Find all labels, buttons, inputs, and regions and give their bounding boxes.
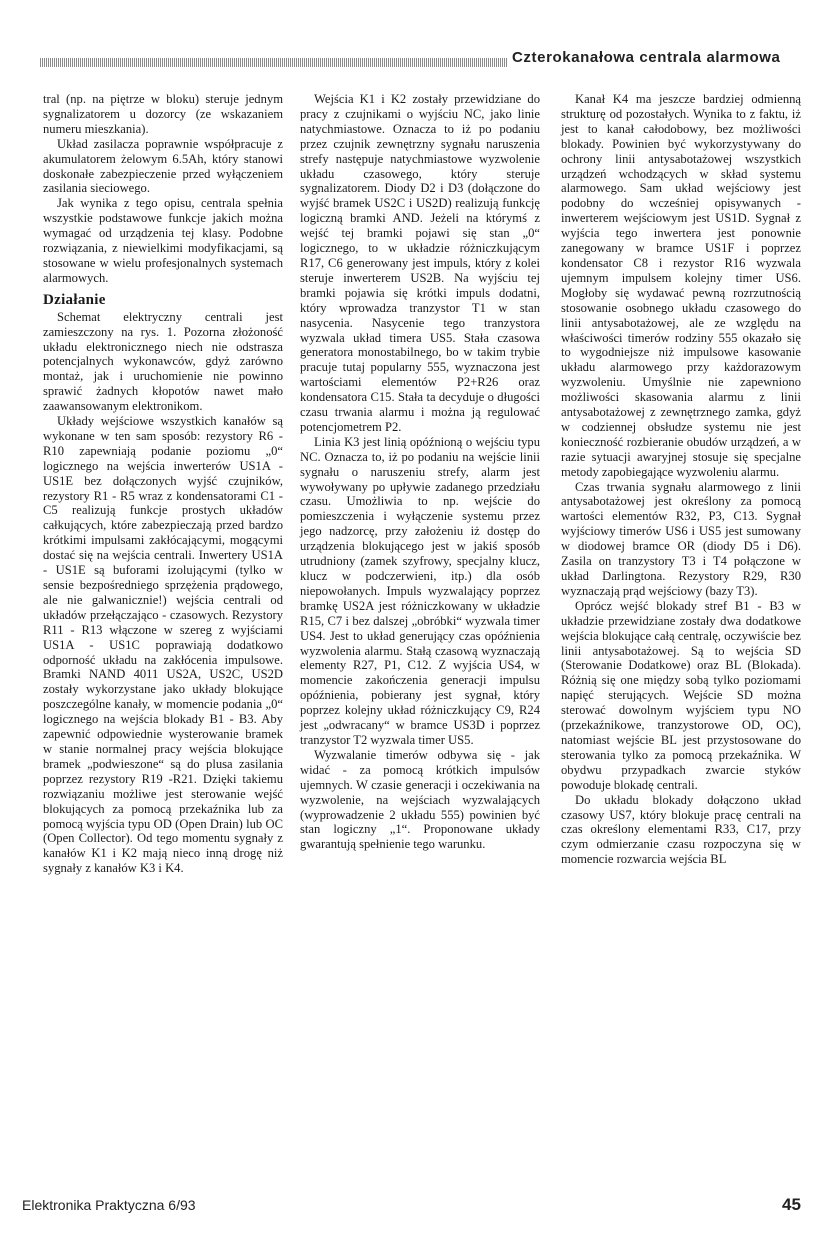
section-heading: Działanie xyxy=(43,291,106,308)
paragraph: Linia K3 jest linią opóźnioną o wejściu typu NC. Oznacza to, iż po podaniu na wejście linii sygnału o naruszeniu strefy, alarm jest wywoływany po upływie zadanego przedziału czasu. Umożliwia to np. wejście do pomieszczenia i wyłączenie systemu przez jego nadzorcę, przy założeniu iż dostęp do urządzenia blokującego jest w jakiś sposób utrudniony (zamek szyfrowy, specjalny klucz, klucz w podczerwieni, itp.) dla osób niepowołanych. Impuls wyzwalający poprzez bramkę US2A jest różniczkowany w układzie R15, C7 i bez dalszej „obróbki“ wyzwala timer US4. Jest to układ generujący czas opóźnienia wyzwolenia alarmu. Stałą czasową wyznaczają elementy R27, P1, C12. Z wyjścia US4, w momencie zakończenia generacji impulsu opóźnienia, pobierany jest sygnał, który poprzez kolejny układ różniczkujący C9, R24 jest „odwracany“ w bramce US3D i poprzez tranzystor T2 wyzwala timer US5. xyxy=(300,434,540,747)
paragraph: Wejścia K1 i K2 zostały przewidziane do pracy z czujnikami o wyjściu NC, jako linie natychmiastowe. Oznacza to iż po podaniu przez czujnik zewnętrzny sygnału naruszenia strefy następuje natychmiastowe wyzwolenie układu czasowego, który steruje sygnalizatorem. Diody D2 i D3 (dołączone do wyjść bramek US2C i US2D) realizują funkcję logiczną bramki AND. Jeżeli na którymś z wejść tej bramki pojawi się stan „0“ logicznego, to w układzie różniczkującym R17, C6 generowany jest impuls, który z kolei steruje inwerterem US2B. Na wyjściu tej bramki pojawia się krótki impuls dodatni, który wprowadza tranzystor T1 w stan nasycenia. Nasycenie tego tranzystora wyzwala układ timera US5. Stała czasowa generatora monostabilnego, bo w takim trybie pracuje tutaj popularny 555, wyznaczona jest wartościami elementów P2+R26 oraz kondensatora C15. Stała ta decyduje o długości czasu trwania alarmu i można ją regulować potencjometrem P2. xyxy=(300,92,540,434)
paragraph: Układy wejściowe wszystkich kanałów są wykonane w ten sam sposób: rezystory R6 - R10 zapewniają podanie poziomu „0“ logicznego na wejścia inwerterów US1A - US1E bez dołączonych wyjść czujników, rezystory R1 - R5 wraz z kondensatorami C1 - C5 realizują funkcje prostych układów całkujących, które zabezpieczają przed bardzo krótkimi impulsami zakłócającymi, mogącymi dostać się na wejścia centrali. Inwertery US1A - US1E są buforami izolującymi (tylko w sensie bezpośredniego sprzężenia prądowego, ale nie galwanicznie!) wejścia centrali od układów przełączająco - czasowych. Rezystory R11 - R13 włączone w szereg z wyjściami US1A - US1C poprawiają dodatkowo odporność układu na zakłócenia impulsowe. Bramki NAND 4011 US2A, US2C, US2D zostały wykorzystane jako układy blokujące poszczególne kanały, w momencie podania „0“ logicznego na wejścia blokady B1 - B3. Aby zapewnić odpowiednie wysterowanie bramek w stanie normalnej pracy wejścia blokujące bramek „podwieszone“ są do plusa zasilania poprzez rezystory R19 -R21. Dzięki takiemu rozwiązaniu możliwe jest sterowanie wejść blokujących za pomocą przekaźnika lub za pomocą wyjścia typu OD (Open Drain) lub OC (Open Collector). Od tego momentu sygnały z kanałów K1 i K2 mają nieco inną drogę niż sygnały z kanałów K3 i K4. xyxy=(43,414,283,876)
paragraph: Kanał K4 ma jeszcze bardziej odmienną strukturę od pozostałych. Wynika to z faktu, iż jest to kanał całodobowy, bez możliwości blokady. Powinien być wykorzystywany do ochrony linii antysabotażowej wszystkich urządzeń wchodzących w skład systemu alarmowego. Sam układ wejściowy jest podobny do wcześniej opisywanych - inwerterem wejściowym jest US1D. Sygnał z wyjścia tego inwertera jest ponownie zanegowany w bramce US1F i poprzez kondensator C8 i rezystor R16 wyzwala ujemnym impulsem kolejny timer US6. Mogłoby się wydawać pewną rozrzutnością stosowanie osobnego układu czasowego do linii antysabotażowej, ale ze względu na właściwości timerów rodziny 555 okazało się to wygodniejsze niż impulsowe kasowanie układu alarmowego przy każdorazowym wyzwoleniu. Umyślnie nie zapewniono możliwości skasowania alarmu z linii antysabotażowej z zewnętrznego zamka, gdyż w codziennej obsłudze systemu nie jest konieczność rozbieranie obudów urządzeń, a w razie sytuacji awaryjnej stosuje się specjalne metody zapobiegające wyzwoleniu alarmu. xyxy=(561,92,801,479)
paragraph: Oprócz wejść blokady stref B1 - B3 w układzie przewidziane zostały dwa dodatkowe wejścia blokujące całą centralę, oczywiście bez linii antysabotażowej. Są to wejścia SD (Sterowanie Dodatkowe) oraz BL (Blokada). Różnią się one między sobą tylko poziomami napięć sterujących. Wejście SD można sterować dowolnym wyjściem typu NO (przekaźnikowe, tranzystorowe OD, OC), natomiast wejście BL jest przystosowane do sterowania tylko za pomocą przekaźnika. W obydwu przypadkach zwarcie styków powoduje blokadę centrali. xyxy=(561,598,801,792)
paragraph: Do układu blokady dołączono układ czasowy US7, który blokuje pracę centrali na czas określony elementami R33, C17, przy czym odmierzanie czasu rozpoczyna się w momencie rozwarcia wejścia BL xyxy=(561,792,801,867)
paragraph: Układ zasilacza poprawnie współpracuje z akumulatorem żelowym 6.5Ah, który stanowi doskonałe zabezpieczenie przed wyłączeniem zasilania sieciowego. xyxy=(43,136,283,196)
page-number: 45 xyxy=(782,1195,801,1214)
paragraph: Czas trwania sygnału alarmowego z linii antysabotażowej jest określony za pomocą wartości elementów R32, P3, C13. Sygnał wyjściowy timerów US6 i US5 jest sumowany w diodowej bramce OR (diody D5 i D6). Zasila on tranzystory T3 i T4 połączone w układ Darlingtona. Rezystory R29, R30 wyznaczają prąd wejściowy (bazy T3). xyxy=(561,479,801,598)
text-column-left xyxy=(43,92,283,876)
text-column-middle xyxy=(300,92,540,852)
paragraph: Wyzwalanie timerów odbywa się - jak widać - za pomocą krótkich impulsów ujemnych. W czasie generacji i oczekiwania na wyzwolenie, na wejściach wyzwalających (wyprowadzenie 2 układu 555) powinien być stan logiczny „1“. Proponowane układy gwarantują spełnienie tego warunku. xyxy=(300,747,540,852)
paragraph: Schemat elektryczny centrali jest zamieszczony na rys. 1. Pozorna złożoność układu elektronicznego niech nie odstrasza potencjalnych wykonawców, gdyż zarówno montaż, jak i uruchomienie nie powinno sprawić żadnych kłopotów nawet mało zaawansowanym elektronikom. xyxy=(43,309,283,414)
paragraph: Jak wynika z tego opisu, centrala spełnia wszystkie podstawowe funkcje jakich można wymagać od urządzenia tej klasy. Podobne rozwiązania, z niewielkimi modyfikacjami, są stosowane w wielu profesjonalnych systemach alarmowych. xyxy=(43,196,283,285)
section-title: Czterokanałowa centrala alarmowa xyxy=(512,49,781,66)
header-decorative-band xyxy=(40,58,508,67)
text-column-right xyxy=(561,92,801,867)
paragraph: tral (np. na piętrze w bloku) steruje jednym sygnalizatorem u dozorcy (ze wskazaniem numeru mieszkania). xyxy=(43,92,283,136)
footer-magazine-name: Elektronika Praktyczna 6/93 xyxy=(22,1197,196,1213)
